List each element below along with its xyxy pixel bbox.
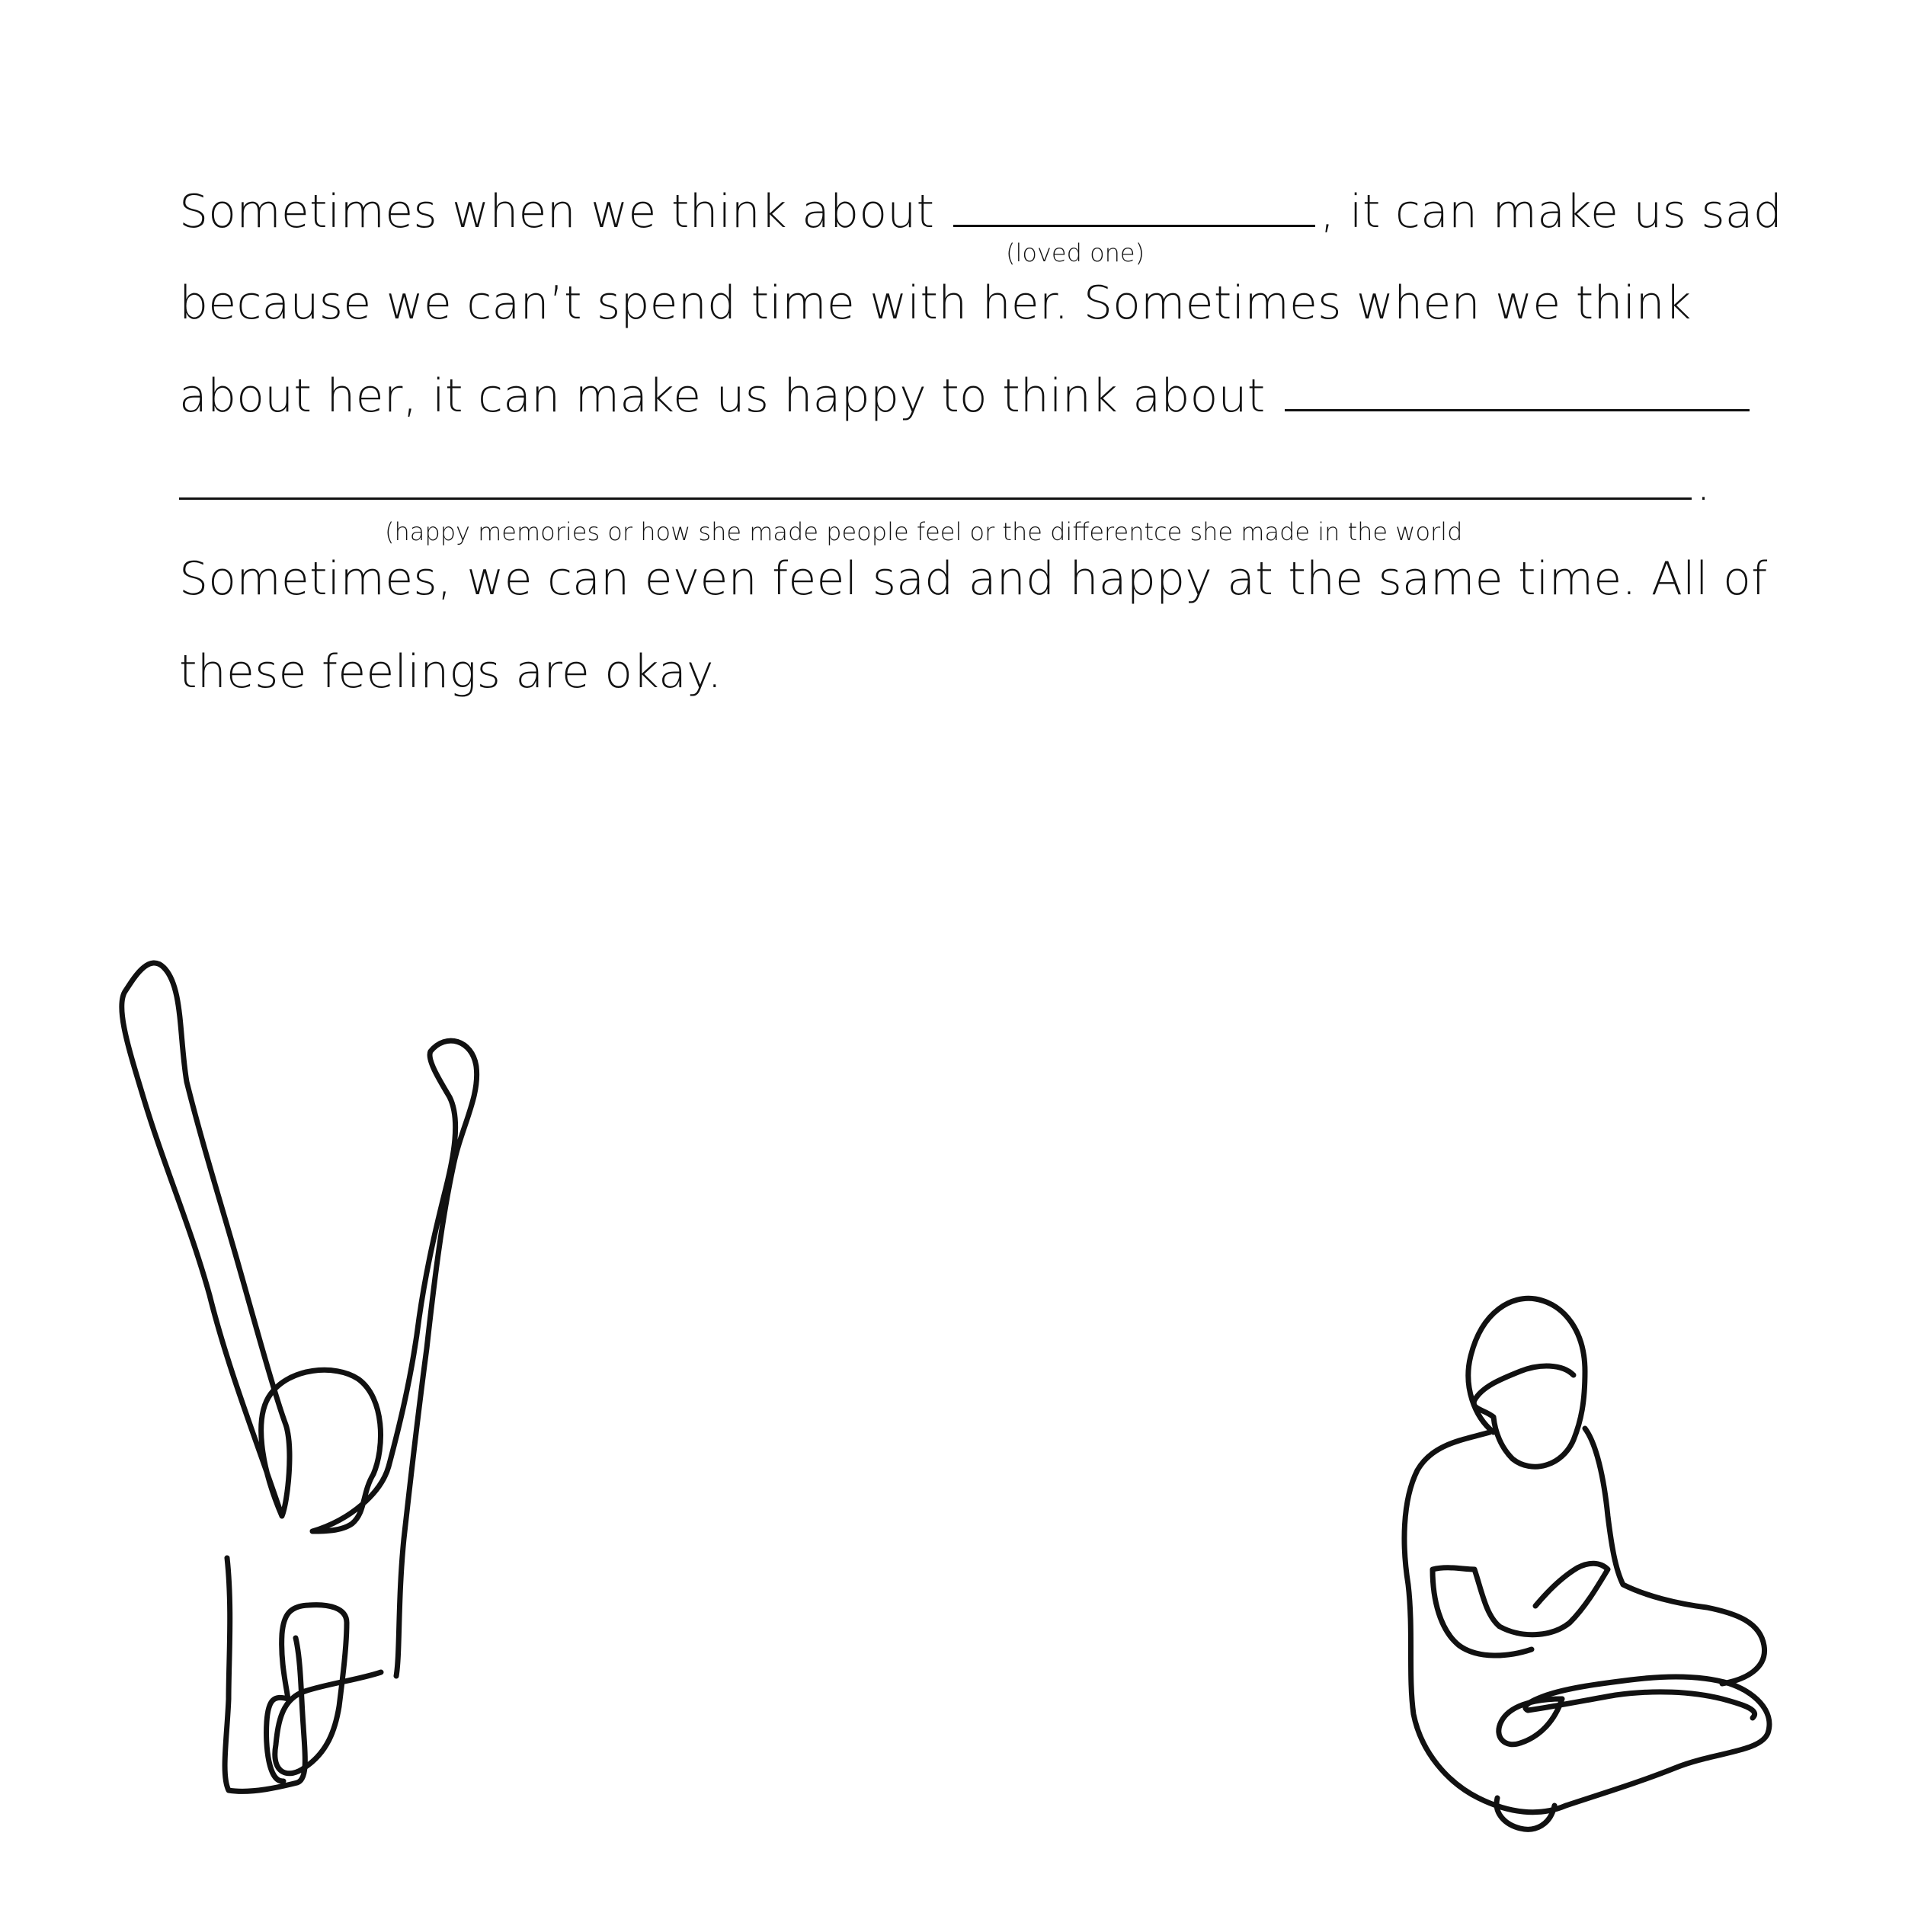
sitting-figure-arms <box>1433 1428 1765 1829</box>
sitting-figure-body-and-legs <box>1404 1432 1769 1812</box>
line1-start-text: Sometimes when we think about <box>179 185 935 238</box>
sentence-line-2: because we can’t spend time with her. Sometimes when we think <box>179 277 1692 330</box>
line3-start-text: about her, it can make us happy to think about <box>179 369 1266 423</box>
loved-one-hint: (loved one) <box>1006 238 1145 267</box>
sentence-line-6: these feelings are okay. <box>179 645 722 699</box>
sitting-figure-head <box>1468 1298 1585 1467</box>
line1-end-text: , it can make us sad <box>1320 185 1783 238</box>
sentence-line-5: Sometimes, we can even feel sad and happy at the same time. All of <box>179 552 1768 606</box>
line4-end-text: . <box>1696 458 1711 511</box>
memories-hint: (happy memories or how she made people feel or the differentce she made in the world <box>385 517 1463 546</box>
